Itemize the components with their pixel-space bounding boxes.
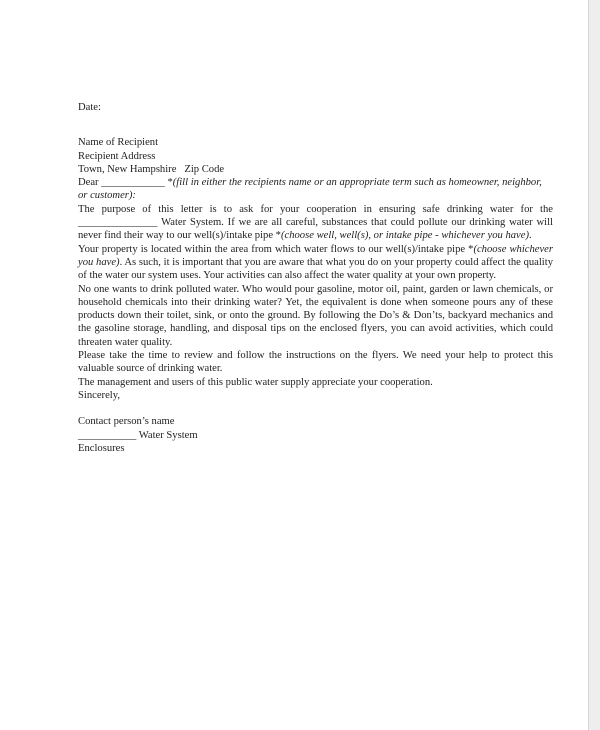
closing: Sincerely,	[78, 389, 120, 401]
paragraph-flyers: Please take the time to review and follow the instructions on the flyers. We need your help to protect this valuable source of drinking water.	[78, 350, 553, 375]
contact-person-name: Contact person’s name	[78, 416, 175, 428]
date-line: Date:	[78, 102, 101, 113]
recipient-address: Recipient Address	[78, 150, 156, 162]
recipient-city-line: Town, New Hampshire Zip Code	[78, 163, 225, 175]
paragraph-purpose-text: The purpose of this letter is to ask for your cooperation in ensuring safe drinking water for the _______________ Water System. If we are all careful, substances that could pollute our drinking water will never find their way to our well(s)/intake pipe *	[78, 203, 553, 242]
recipient-address-block	[78, 136, 553, 176]
signature-block	[78, 415, 553, 442]
enclosures: Enclosures	[78, 442, 125, 454]
paragraph-pollution: No one wants to drink polluted water. Who would pour gasoline, motor oil, paint, garden or lawn chemicals, or household chemicals into their drinking water? Yet, the equivalent is done when someone pours any of these products down their toilet, sink, or onto the ground. By following the Do’s & Don’ts, backyard mechanics and the gasoline storage, handling, and disposal tips on the enclosed flyers, you can avoid activities, which could threaten water quality.	[78, 283, 553, 348]
paragraph-property-instruction: (choose whichever you have)	[78, 243, 553, 268]
paragraph-purpose	[78, 203, 553, 243]
salutation-prefix: Dear ____________ *	[78, 177, 173, 189]
paragraph-property-text: Your property is located within the area from which water flows to our well(s)/intake pipe *	[78, 243, 474, 255]
salutation-instruction: (fill in either the recipients name or an appropriate term such as homeowner, neighbor, or customer):	[78, 177, 542, 202]
paragraph-property-end: . As such, it is important that you are aware that what you do on your property could affect the quality of the water our system uses. Your activities can also affect the water quality at your own property.	[78, 256, 553, 282]
letter-body	[78, 101, 553, 455]
salutation	[78, 176, 553, 203]
paragraph-appreciation: The management and users of this public water supply appreciate your cooperation.	[78, 376, 433, 388]
paragraph-purpose-end: .	[528, 230, 532, 242]
paragraph-purpose-instruction: (choose well, well(s), or intake pipe - whichever you have)	[280, 230, 529, 242]
paragraph-property	[78, 243, 553, 283]
recipient-name: Name of Recipient	[78, 137, 159, 149]
water-system-line: ___________ Water System	[78, 429, 198, 441]
